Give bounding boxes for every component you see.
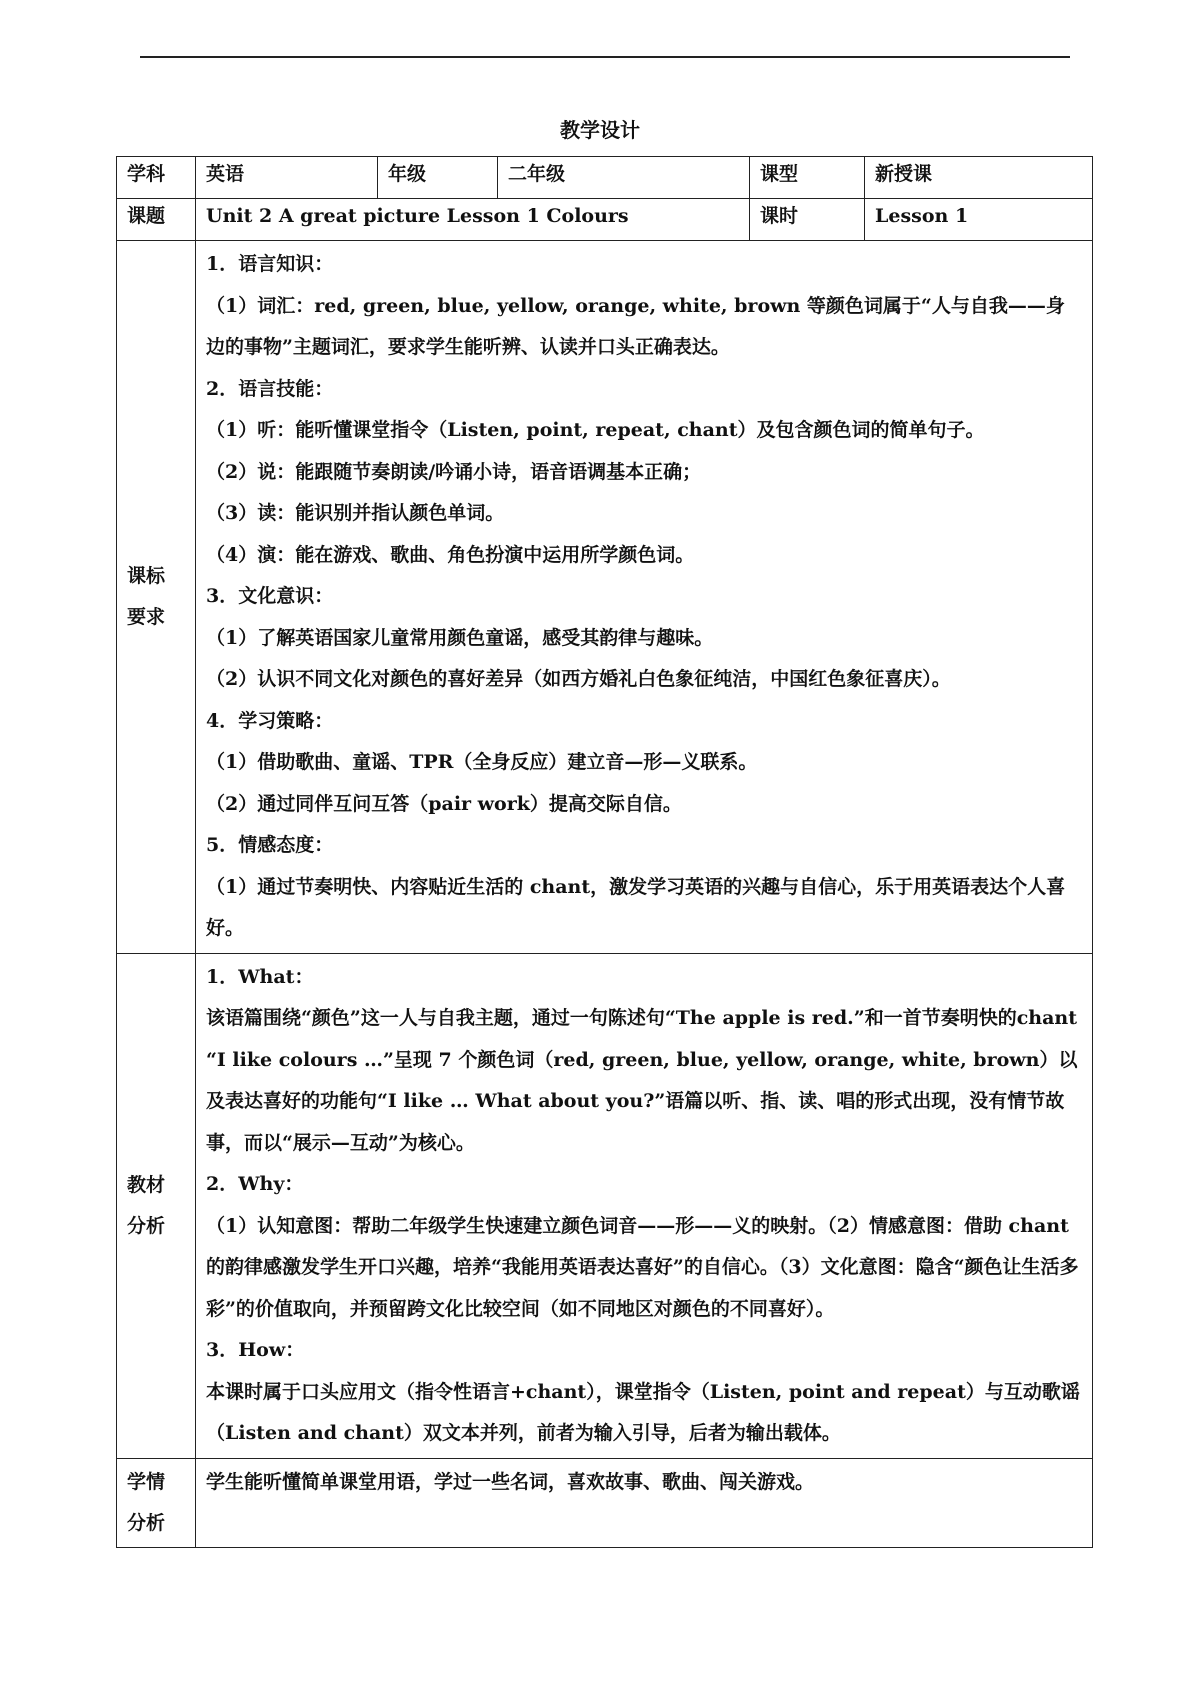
standards-label-line-1: 课标 (127, 564, 166, 587)
grade-label: 年级 (378, 157, 498, 199)
learners-content (196, 1458, 1093, 1547)
material-line: （1）认知意图：帮助二年级学生快速建立颜色词音——形——义的映射。（2）情感意图：借助 chant 的韵律感激发学生开口兴趣，培养“我能用英语表达喜好”的自信心。（3）文化意图：隐含“颜色让生活多彩”的价值取向，并预留跨文化比较空间（如不同地区对颜色的不同喜好）。 (206, 1214, 1079, 1320)
standards-line: 5．情感态度： (206, 834, 334, 856)
learners-label (117, 1458, 196, 1547)
standards-line: （1）了解英语国家儿童常用颜色童谣，感受其韵律与趣味。 (206, 626, 714, 649)
topic-value: Unit 2 A great picture Lesson 1 Colours (196, 199, 750, 241)
standards-line: （4）演：能在游戏、歌曲、角色扮演中运用所学颜色词。 (206, 543, 695, 566)
standards-line: （3）读：能识别并指认颜色单词。 (206, 502, 505, 524)
material-label-line-2: 分析 (127, 1214, 166, 1237)
header-rule (140, 56, 1070, 58)
material-line: 3．How： (206, 1339, 305, 1361)
topic-row (117, 199, 1093, 241)
standards-line: 4．学习策略： (206, 709, 334, 732)
lesson-plan-table (116, 156, 1093, 1548)
material-line: 2．Why： (206, 1173, 304, 1195)
document-title: 教学设计 (560, 118, 640, 142)
standards-line: 2．语言技能： (206, 377, 334, 400)
standards-line: （2）认识不同文化对颜色的喜好差异（如西方婚礼白色象征纯洁，中国红色象征喜庆）。 (206, 668, 951, 690)
subject-row (117, 157, 1093, 199)
period-label: 课时 (750, 199, 865, 241)
lesson-type-value: 新授课 (865, 157, 1093, 199)
learners-label-line-2: 分析 (127, 1511, 166, 1534)
material-label (117, 953, 196, 1458)
standards-line: （1）通过节奏明快、内容贴近生活的 chant，激发学习英语的兴趣与自信心，乐于用英语表达个人喜好。 (206, 875, 1066, 939)
standards-line: （2）通过同伴互问互答（pair work）提高交际自信。 (206, 792, 682, 815)
material-label-line-1: 教材 (127, 1173, 166, 1196)
material-line: 1．What： (206, 965, 314, 988)
subject-label: 学科 (117, 157, 196, 199)
period-value: Lesson 1 (865, 199, 1093, 241)
learners-text: 学生能听懂简单课堂用语，学过一些名词，喜欢故事、歌曲、闯关游戏。 (206, 1470, 815, 1493)
standards-line: （1）借助歌曲、童谣、TPR（全身反应）建立音—形—义联系。 (206, 751, 758, 773)
material-line: 该语篇围绕“颜色”这一人与自我主题，通过一句陈述句“The apple is red.”和一首节奏明快的chant “I like colours …”呈现 7 个颜色词（red, green, blue, yellow, orange, white, brown）以及表达喜好的功能句“I like … What about you?”语篇以听、指、读、唱的形式出现，没有情节故事，而以“展示—互动”为核心。 (206, 1007, 1078, 1154)
standards-line: （1）词汇：red, green, blue, yellow, orange, white, brown 等颜色词属于“人与自我——身边的事物”主题词汇，要求学生能听辨、认读并口头正确表达。 (206, 294, 1065, 358)
standards-line: （1）听：能听懂课堂指令（Listen, point, repeat, chant）及包含颜色词的简单句子。 (206, 419, 985, 441)
learners-label-line-1: 学情 (127, 1470, 166, 1493)
standards-line: 3．文化意识： (206, 585, 334, 607)
material-content (196, 953, 1093, 1458)
material-line: 本课时属于口头应用文（指令性语言+chant），课堂指令（Listen, point and repeat）与互动歌谣（Listen and chant）双文本并列，前者为输入引导，后者为输出载体。 (206, 1380, 1080, 1444)
standards-content (196, 241, 1093, 954)
subject-value: 英语 (196, 157, 378, 199)
standards-row (117, 241, 1093, 954)
standards-line: （2）说：能跟随节奏朗读/吟诵小诗，语音语调基本正确； (206, 460, 702, 483)
standards-line: 1．语言知识： (206, 253, 334, 275)
learners-row (117, 1458, 1093, 1547)
lesson-type-label: 课型 (750, 157, 865, 199)
material-row (117, 953, 1093, 1458)
standards-label-line-2: 要求 (127, 605, 166, 628)
grade-value: 二年级 (498, 157, 750, 199)
topic-label: 课题 (117, 199, 196, 241)
standards-label (117, 241, 196, 954)
